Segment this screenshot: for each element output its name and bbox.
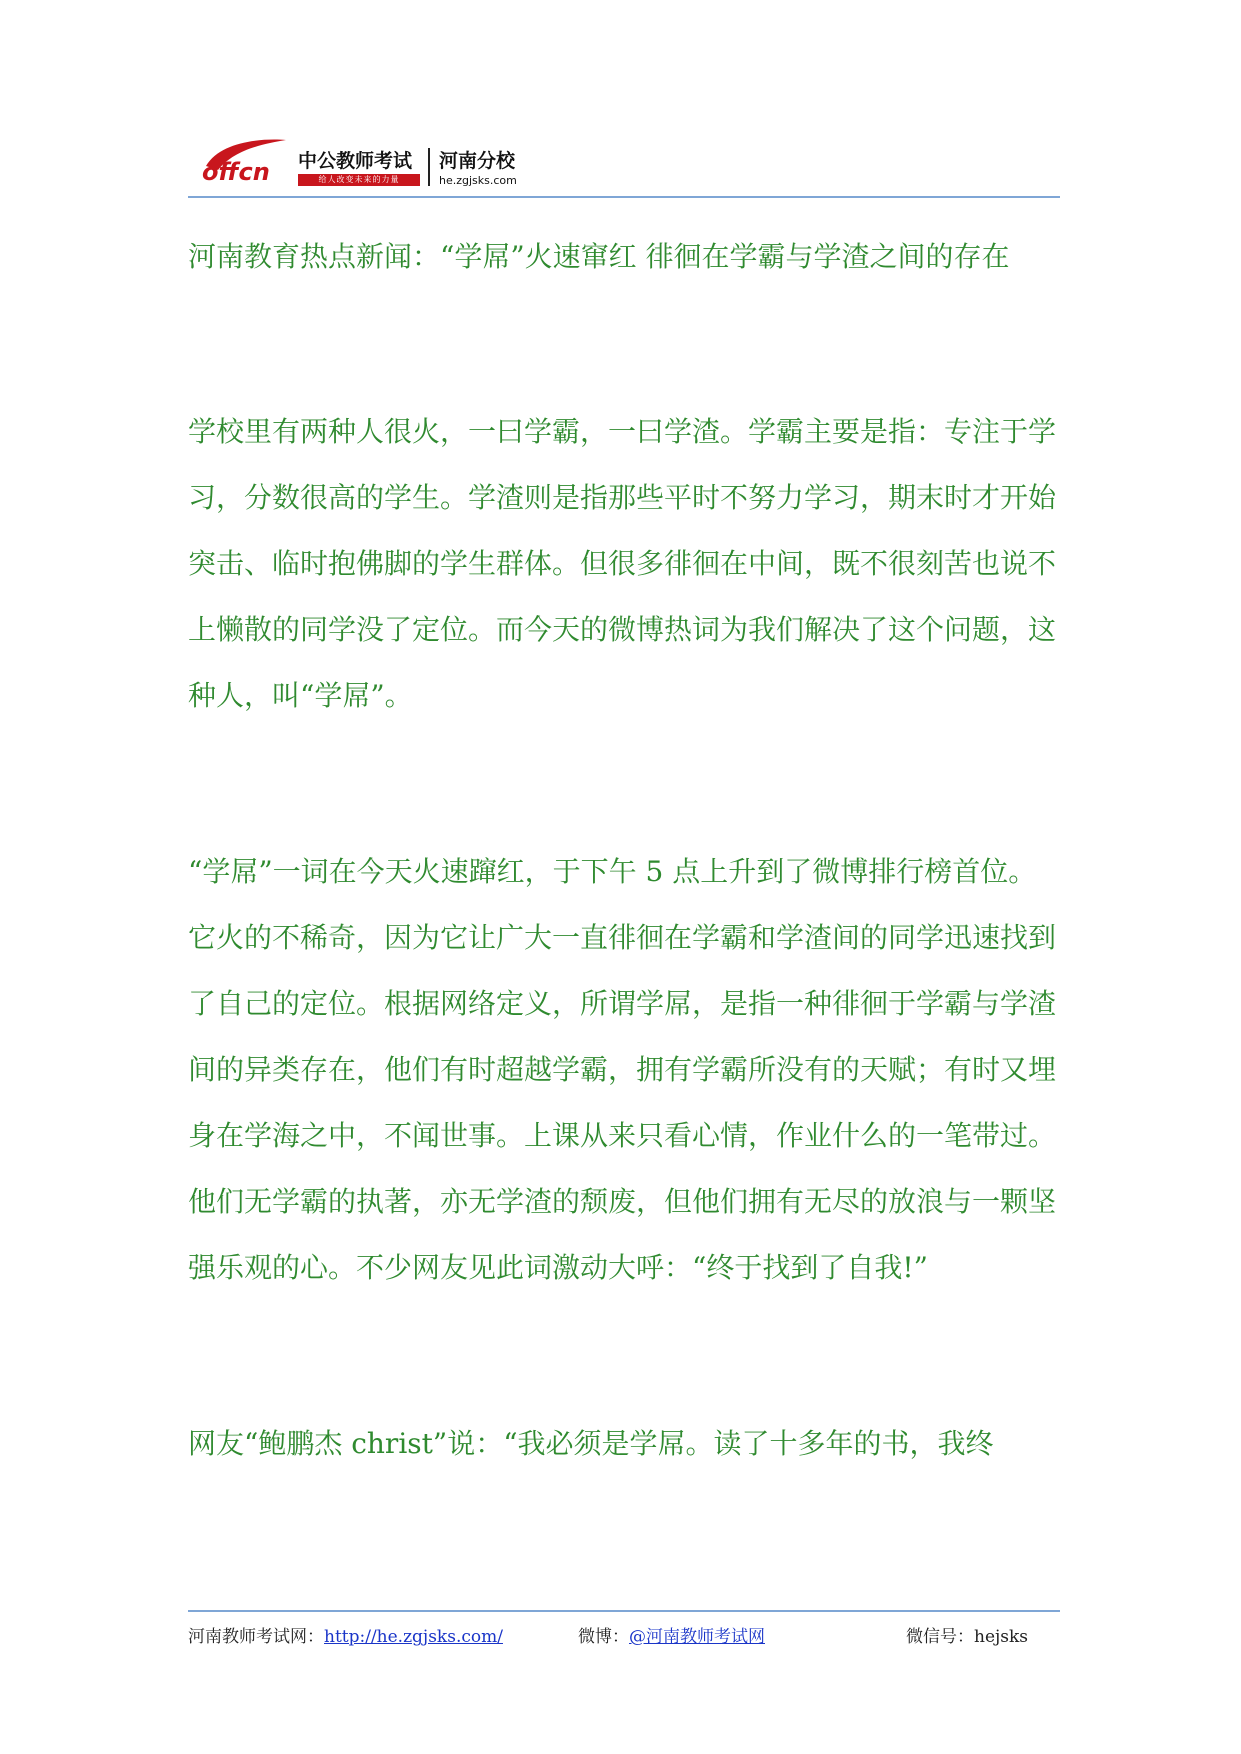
logo-text: offcn [202,158,270,186]
footer-wechat [906,1622,1028,1647]
header-divider [428,148,430,186]
footer-rule [188,1610,1060,1612]
footer-site [188,1622,503,1647]
article-paragraph: “学屌”一词在今天火速蹿红，于下午 5 点上升到了微博排行榜首位。它火的不稀奇，因为它让广大一直徘徊在学霸和学渣间的同学迅速找到了自己的定位。根据网络定义，所谓学屌，是指一种徘徊于学霸与学渣间的异类存在，他们有时超越学霸，拥有学霸所没有的天赋；有时又埋身在学海之中，不闻世事。上课从来只看心情，作业什么的一笔带过。他们无学霸的执著，亦无学渣的颓废，但他们拥有无尽的放浪与一颗坚强乐观的心。不少网友见此词激动大呼：“终于找到了自我!” [188,855,1057,1284]
brand-name: 中公教师考试 [298,150,413,172]
footer-wechat-label: 微信号： [906,1627,974,1647]
brand-slogan: 给人改变未来的力量 [298,174,420,186]
header-url: he.zgjsks.com [439,174,517,187]
footer-wechat-id: hejsks [974,1627,1029,1647]
page-header [188,136,1060,196]
page-footer [188,1622,1060,1652]
article-paragraph: 学校里有两种人很火，一曰学霸，一曰学渣。学霸主要是指：专注于学习，分数很高的学生。学渣则是指那些平时不努力学习，期末时才开始突击、临时抱佛脚的学生群体。但很多徘徊在中间，既不很刻苦也说不上懒散的同学没了定位。而今天的微博热词为我们解决了这个问题，这种人，叫“学屌”。 [188,415,1057,712]
article-paragraph: 网友“鲍鹏杰 christ”说：“我必须是学屌。读了十多年的书，我终 [188,1427,994,1460]
footer-site-label: 河南教师考试网： [188,1627,324,1647]
footer-weibo [578,1622,765,1647]
footer-site-link[interactable]: http://he.zgjsks.com/ [324,1627,503,1647]
footer-weibo-link[interactable]: @河南教师考试网 [629,1627,765,1647]
offcn-logo [200,136,292,188]
article-title: 河南教育热点新闻：“学屌”火速窜红 徘徊在学霸与学渣之间的存在 [188,240,1010,273]
branch-name: 河南分校 [439,150,516,172]
article-body [188,225,1060,1477]
header-rule [188,196,1060,198]
footer-weibo-label: 微博： [578,1627,629,1647]
